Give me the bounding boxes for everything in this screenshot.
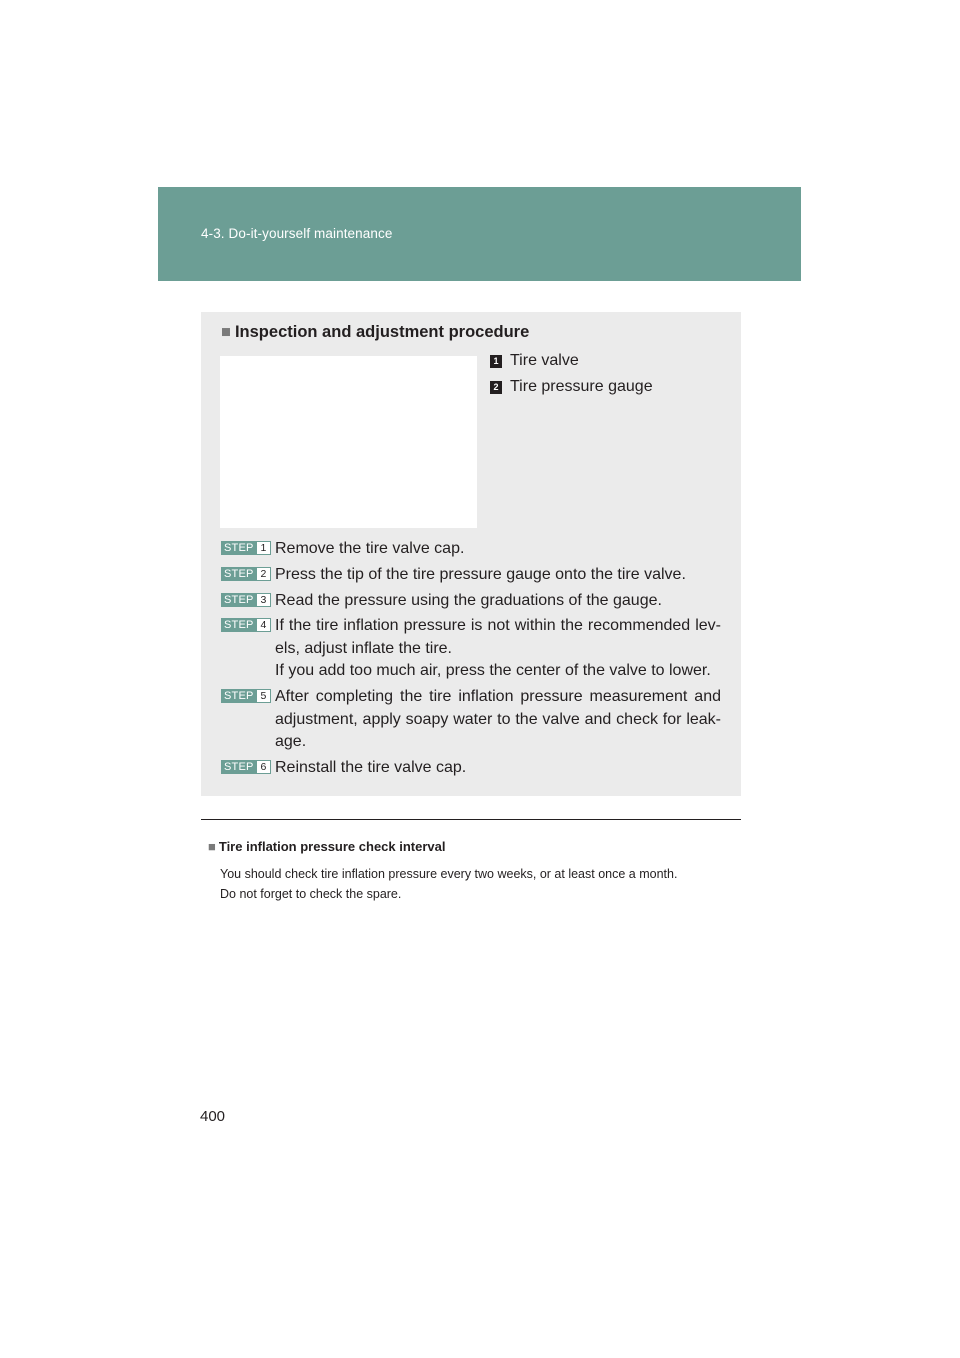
tire-valve-illustration <box>220 356 477 528</box>
step-badge: STEP 1 <box>221 541 271 555</box>
callout-tire-valve <box>490 352 579 370</box>
note-heading <box>208 839 445 854</box>
step-badge: STEP 5 <box>221 689 271 703</box>
step-4 <box>221 615 721 683</box>
step-3 <box>221 590 721 613</box>
callout-number-badge: 1 <box>490 355 502 368</box>
callout-label: Tire pressure gauge <box>510 378 653 395</box>
step-badge: STEP 4 <box>221 618 271 632</box>
step-text: Press the tip of the tire pressure gauge onto the tire valve. <box>275 566 686 583</box>
step-text: Remove the tire valve cap. <box>275 540 465 557</box>
callout-label: Tire valve <box>510 352 579 369</box>
page-number: 400 <box>200 1108 226 1125</box>
panel-heading <box>221 323 529 342</box>
step-text: Reinstall the tire valve cap. <box>275 759 467 776</box>
procedure-panel <box>201 312 741 796</box>
note-body <box>220 864 740 904</box>
section-header-band <box>158 187 801 281</box>
panel-heading-text: Inspection and adjustment procedure <box>234 323 530 341</box>
step-1 <box>221 538 721 561</box>
step-5 <box>221 686 721 754</box>
step-2 <box>221 564 721 587</box>
note-line: Do not forget to check the spare. <box>220 887 402 901</box>
callout-tire-pressure-gauge <box>490 378 653 396</box>
step-text: After completing the tire inflation pressure measurement and adjustment, apply soapy water to the valve and check for leak-age. <box>275 688 721 750</box>
divider <box>201 819 741 820</box>
square-bullet-icon: ■ <box>208 839 216 854</box>
step-text: If the tire inflation pressure is not within the recommended lev-els, adjust inflate the tire. <box>275 617 721 657</box>
step-badge: STEP 6 <box>221 760 271 774</box>
step-badge: STEP 3 <box>221 593 271 607</box>
section-title: 4-3. Do-it-yourself maintenance <box>201 226 393 241</box>
step-text: Read the pressure using the graduations of the gauge. <box>275 592 662 609</box>
note-heading-text: Tire inflation pressure check interval <box>218 839 446 854</box>
note-line: You should check tire inflation pressure every two weeks, or at least once a month. <box>220 867 678 881</box>
step-badge: STEP 2 <box>221 567 271 581</box>
step-extra-text: If you add too much air, press the center of the valve to lower. <box>275 662 711 679</box>
square-bullet-icon: ■ <box>221 323 231 341</box>
callout-number-badge: 2 <box>490 381 502 394</box>
step-6 <box>221 757 721 780</box>
